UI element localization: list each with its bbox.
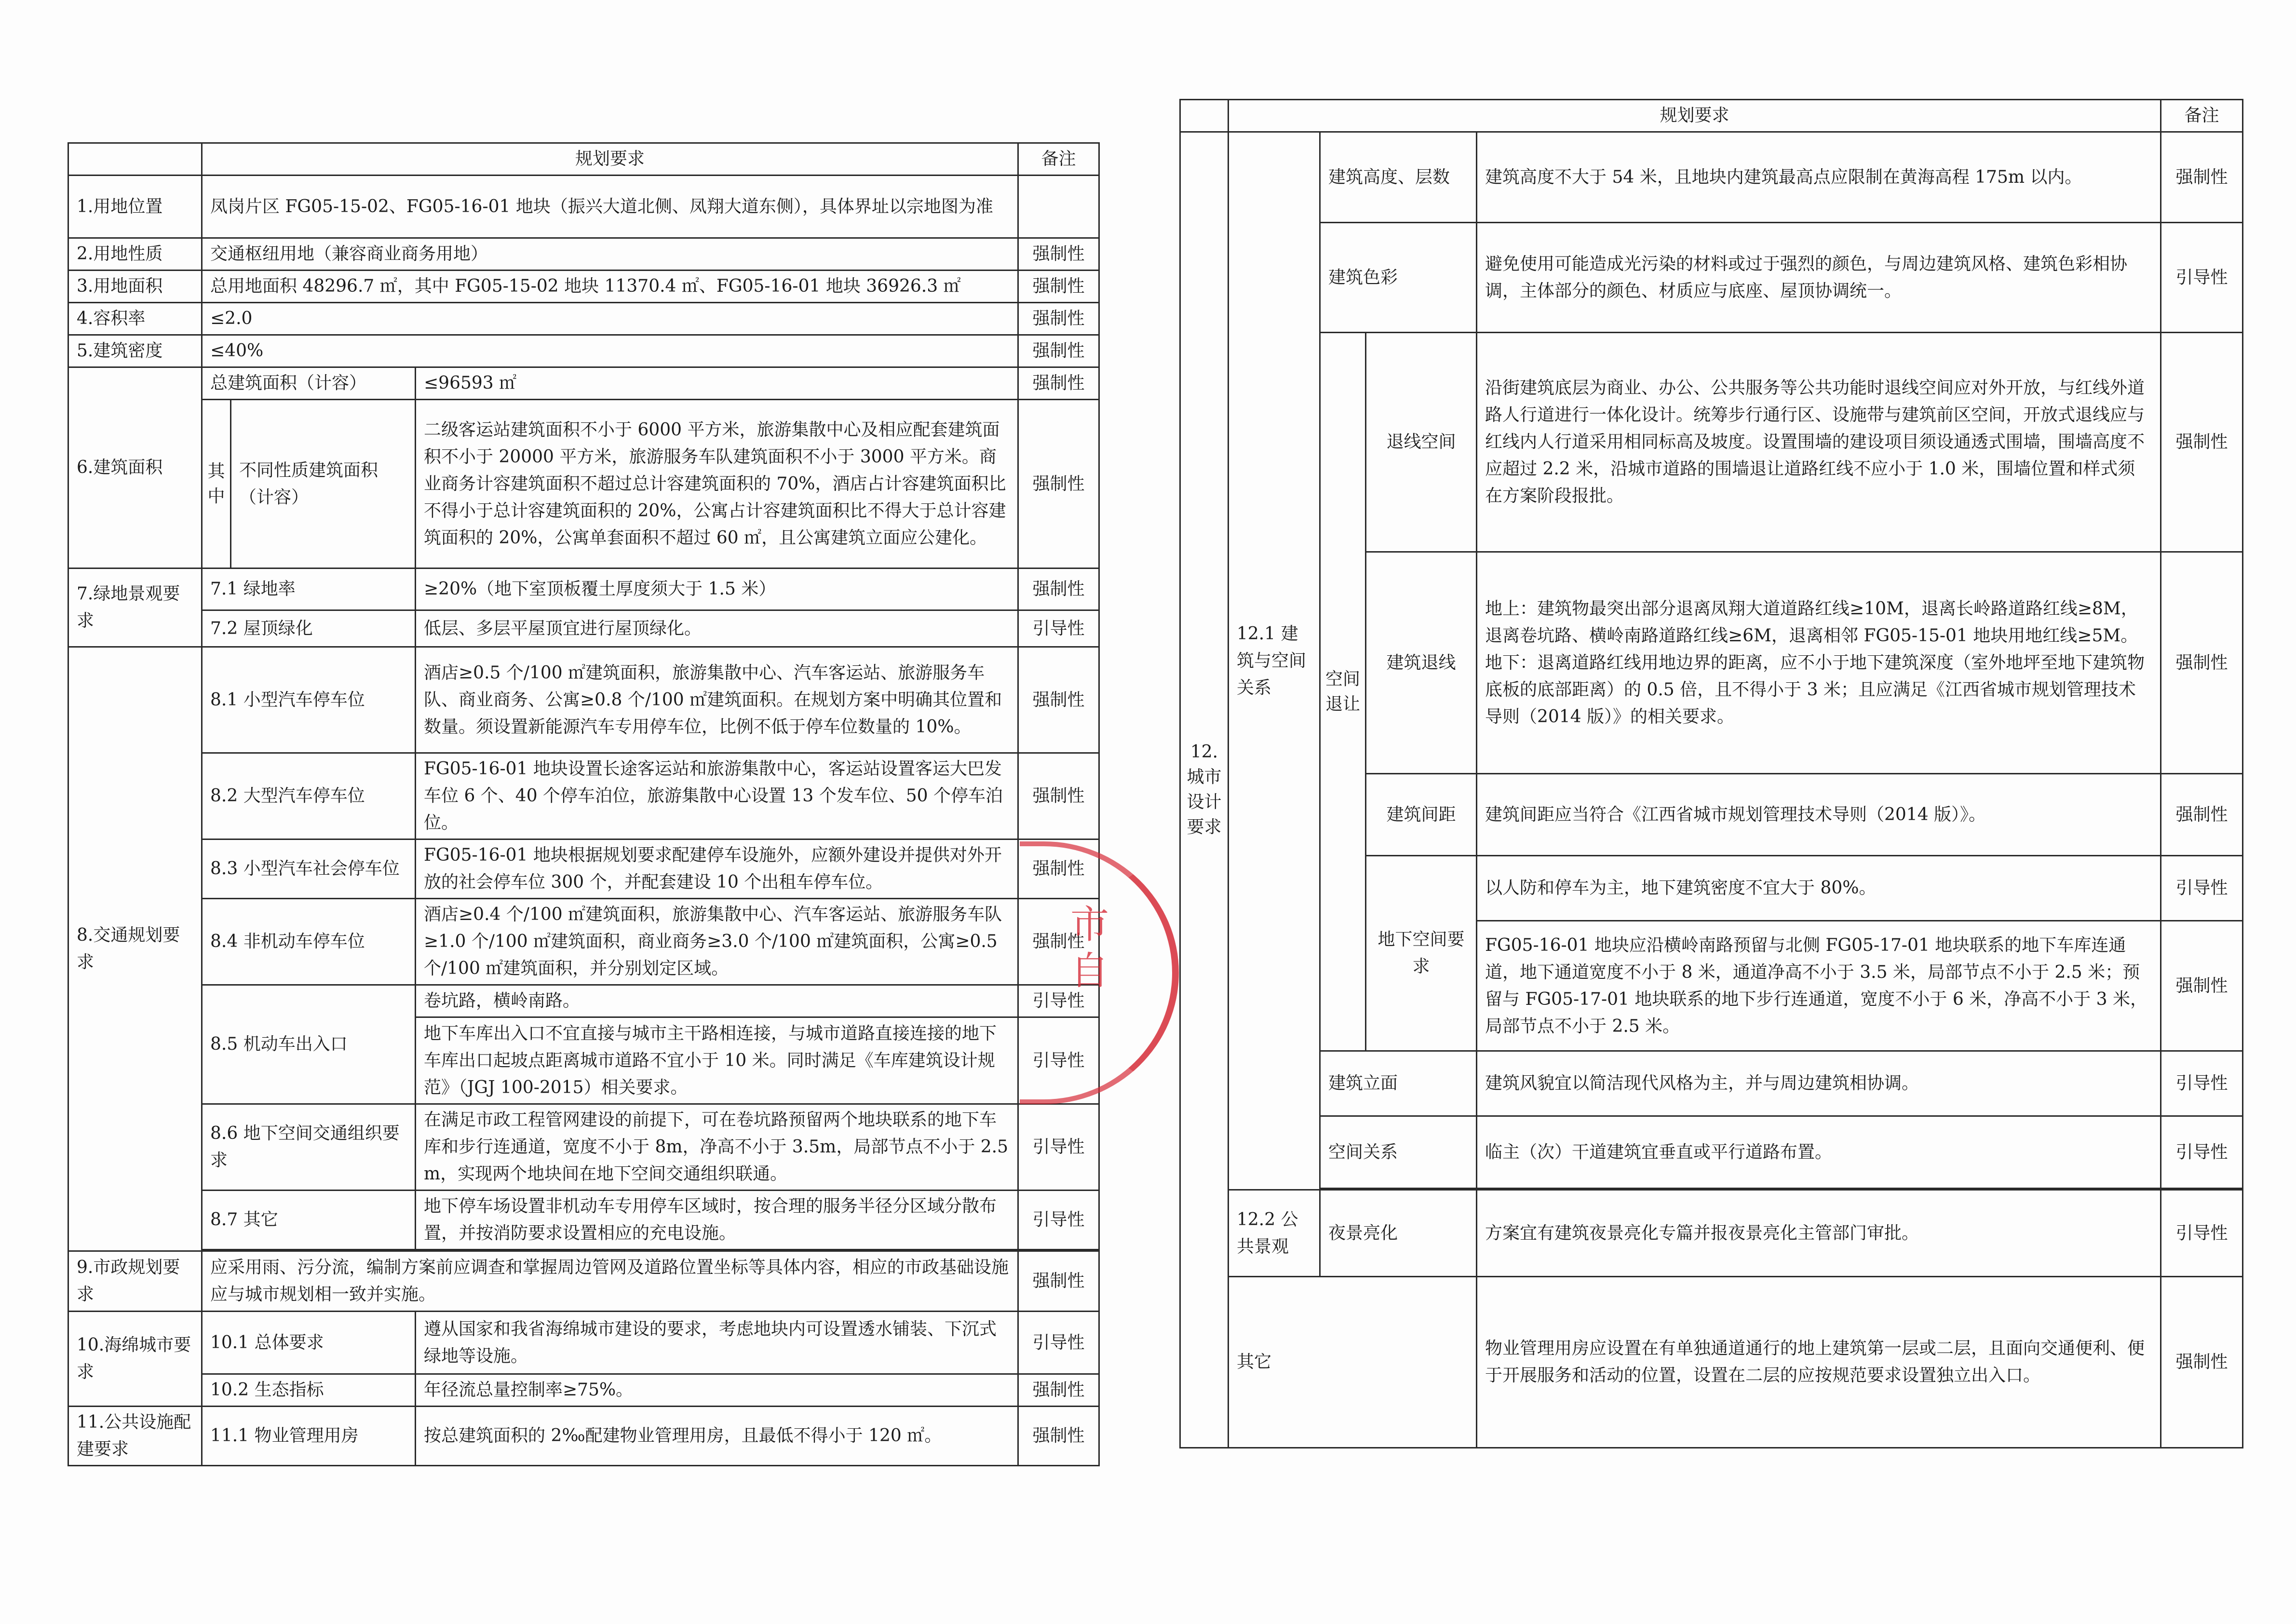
row-facade-label: 建筑立面	[1320, 1051, 1477, 1116]
row-traffic-bus-sub: 8.2 大型汽车停车位	[202, 753, 416, 839]
row-traffic-entrance-text-b: 地下车库出入口不宜直接与城市主干路相连接，与城市道路直接连接的地下车库出口起坡点距离城市道路不宜小于 10 米。同时满足《车库建筑设计规范》（JGJ 100-2015）相关要求。	[416, 1017, 1018, 1104]
row-setback-space-label: 退线空间	[1366, 333, 1477, 552]
building-setback-above: 地上：建筑物最突出部分退离凤翔大道道路红线≥10M，退离长岭路道路红线≥8M，退离卷坑路、横岭南路道路红线≥6M，退离相邻 FG05-15-01 地块用地红线≥5M。	[1485, 598, 2138, 646]
row-far-label: 4.容积率	[68, 303, 202, 335]
row-space-relation-note: 引导性	[2161, 1116, 2243, 1189]
row-floorarea-total-text: ≤96593 ㎡	[416, 367, 1018, 400]
urban-design-label: 12.城市设计要求	[1180, 132, 1229, 1448]
row-density-note: 强制性	[1018, 335, 1099, 367]
row-traffic-car-note: 强制性	[1018, 647, 1099, 753]
row-building-setback-text	[1477, 552, 2161, 774]
row-night-label: 夜景亮化	[1320, 1190, 1477, 1277]
row-sponge-eco-note: 强制性	[1018, 1374, 1099, 1407]
row-traffic-entrance-sub: 8.5 机动车出入口	[202, 985, 416, 1104]
row-traffic-car-sub: 8.1 小型汽车停车位	[202, 647, 416, 753]
row-other-text: 物业管理用房应设置在有单独通道通行的地上建筑第一层或二层，且面向交通便利、便于开展服务和活动的位置，设置在二层的应按规范要求设置独立出入口。	[1477, 1277, 2161, 1448]
row-floorarea-types-sub: 不同性质建筑面积（计容）	[231, 400, 416, 568]
row-traffic-social-text: FG05-16-01 地块根据规划要求配建停车设施外，应额外建设并提供对外开放的社会停车位 300 个，并配套建设 10 个出租车停车位。	[416, 839, 1018, 899]
right-requirements-table	[1179, 99, 2243, 1448]
left-header-requirements: 规划要求	[202, 143, 1018, 176]
row-density-text: ≤40%	[202, 335, 1018, 367]
row-far-note: 强制性	[1018, 303, 1099, 335]
building-setback-below: 地下：退离道路红线用地边界的距离，应不小于地下建筑深度（室外地坪至地下建筑物底板的底部距离）的 0.5 倍，且不得小于 3 米；且应满足《江西省城市规划管理技术导则（2014 版）》的相关要求。	[1485, 652, 2145, 727]
row-green-label: 7.绿地景观要求	[68, 568, 202, 647]
row-traffic-entrance-text-a: 卷坑路，横岭南路。	[416, 985, 1018, 1017]
row-floorarea-label: 6.建筑面积	[68, 367, 202, 568]
row-spacing-label: 建筑间距	[1366, 774, 1477, 856]
row-green-roof-sub: 7.2 屋顶绿化	[202, 610, 416, 647]
row-building-setback-label: 建筑退线	[1366, 552, 1477, 774]
row-municipal-label: 9.市政规划要求	[68, 1251, 202, 1312]
row-green-roof-text: 低层、多层平屋顶宜进行屋顶绿化。	[416, 610, 1018, 647]
row-floorarea-qizhong: 其中	[202, 400, 231, 568]
row-green-rate-sub: 7.1 绿地率	[202, 568, 416, 610]
row-municipal-note: 强制性	[1018, 1251, 1099, 1312]
row-space-relation-text: 临主（次）干道建筑宜垂直或平行道路布置。	[1477, 1116, 2161, 1189]
row-underground-note-a: 引导性	[2161, 856, 2243, 921]
left-header-note: 备注	[1018, 143, 1099, 176]
row-traffic-label: 8.交通规划要求	[68, 647, 202, 1251]
row-floorarea-total-sub: 总建筑面积（计容）	[202, 367, 416, 400]
row-underground-text-b: FG05-16-01 地块应沿横岭南路预留与北侧 FG05-17-01 地块联系的地下车库连通道，地下通道宽度不小于 8 米，通道净高不小于 3.5 米，局部节点不小于 2.5 米；预留与 FG05-17-01 地块联系的地下步行连通道，宽度不小于 6 米，净高不小于 3 米，局部节点不小于 2.5 米。	[1477, 921, 2161, 1051]
row-color-note: 引导性	[2161, 223, 2243, 333]
row-sponge-general-sub: 10.1 总体要求	[202, 1312, 416, 1374]
row-building-setback-note: 强制性	[2161, 552, 2243, 774]
row-traffic-entrance-note-a: 引导性	[1018, 985, 1099, 1017]
row-location-note	[1018, 176, 1099, 238]
row-location-text: 凤岗片区 FG05-15-02、FG05-16-01 地块（振兴大道北侧、凤翔大道东侧），具体界址以宗地图为准	[202, 176, 1018, 238]
row-traffic-social-note: 强制性	[1018, 839, 1099, 899]
row-traffic-bike-text: 酒店≥0.4 个/100 ㎡建筑面积，旅游集散中心、汽车客运站、旅游服务车队≥1.0 个/100 ㎡建筑面积，商业商务≥3.0 个/100 ㎡建筑面积，公寓≥0.5 个/100 ㎡建筑面积，并分别划定区域。	[416, 899, 1018, 985]
row-setback-space-note: 强制性	[2161, 333, 2243, 552]
row-traffic-bus-text: FG05-16-01 地块设置长途客运站和旅游集散中心，客运站设置客运大巴发车位 6 个、40 个停车泊位，旅游集散中心设置 13 个发车位、50 个停车泊位。	[416, 753, 1018, 839]
left-header-blank	[68, 143, 202, 176]
row-traffic-bus-note: 强制性	[1018, 753, 1099, 839]
right-header-note: 备注	[2161, 100, 2243, 132]
row-green-rate-text: ≥20%（地下室顶板覆土厚度须大于 1.5 米）	[416, 568, 1018, 610]
row-area-note: 强制性	[1018, 271, 1099, 303]
row-facility-text: 按总建筑面积的 2‰配建物业管理用房，且最低不得小于 120 ㎡。	[416, 1407, 1018, 1466]
left-requirements-table	[68, 142, 1100, 1466]
row-sponge-general-note: 引导性	[1018, 1312, 1099, 1374]
row-landuse-note: 强制性	[1018, 238, 1099, 271]
row-facility-sub: 11.1 物业管理用房	[202, 1407, 416, 1466]
row-height-label: 建筑高度、层数	[1320, 132, 1477, 223]
group-building-space-label: 12.1 建筑与空间关系	[1229, 132, 1320, 1190]
row-sponge-general-text: 遵从国家和我省海绵城市建设的要求，考虑地块内可设置透水铺装、下沉式绿地等设施。	[416, 1312, 1018, 1374]
row-height-note: 强制性	[2161, 132, 2243, 223]
row-sponge-eco-sub: 10.2 生态指标	[202, 1374, 416, 1407]
row-facade-note: 引导性	[2161, 1051, 2243, 1116]
row-traffic-entrance-note-b: 引导性	[1018, 1017, 1099, 1104]
row-color-label: 建筑色彩	[1320, 223, 1477, 333]
row-night-note: 引导性	[2161, 1190, 2243, 1277]
row-night-text: 方案宜有建筑夜景亮化专篇并报夜景亮化主管部门审批。	[1477, 1190, 2161, 1277]
row-height-text: 建筑高度不大于 54 米，且地块内建筑最高点应限制在黄海高程 175m 以内。	[1477, 132, 2161, 223]
row-floorarea-types-note: 强制性	[1018, 400, 1099, 568]
row-sponge-eco-text: 年径流总量控制率≥75%。	[416, 1374, 1018, 1407]
row-traffic-other-text: 地下停车场设置非机动车专用停车区域时，按合理的服务半径分区域分散布置，并按消防要求设置相应的充电设施。	[416, 1191, 1018, 1250]
row-landuse-label: 2.用地性质	[68, 238, 202, 271]
row-floorarea-types-text: 二级客运站建筑面积不小于 6000 平方米，旅游集散中心及相应配套建筑面积不小于 20000 平方米，旅游服务车队建筑面积不小于 3000 平方米。商业商务计容建筑面积不超过总计容建筑面积的 70%，酒店占计容建筑面积比不得小于总计容建筑面积的 20%，公寓占计容建筑面积比不得大于总计容建筑面积的 20%，公寓单套面积不超过 60 ㎡，且公寓建筑立面应公建化。	[416, 400, 1018, 568]
row-traffic-other-sub: 8.7 其它	[202, 1191, 416, 1250]
row-spacing-text: 建筑间距应当符合《江西省城市规划管理技术导则（2014 版）》。	[1477, 774, 2161, 856]
space-setback-label: 空间退让	[1320, 333, 1366, 1051]
right-header-blank	[1180, 100, 1229, 132]
row-space-relation-label: 空间关系	[1320, 1116, 1477, 1189]
row-color-text: 避免使用可能造成光污染的材料或过于强烈的颜色，与周边建筑风格、建筑色彩相协调，主体部分的颜色、材质应与底座、屋顶协调统一。	[1477, 223, 2161, 333]
row-municipal-text: 应采用雨、污分流，编制方案前应调查和掌握周边管网及道路位置坐标等具体内容，相应的市政基础设施应与城市规划相一致并实施。	[202, 1251, 1018, 1312]
red-seal-text: 市 自	[1070, 902, 1109, 993]
row-far-text: ≤2.0	[202, 303, 1018, 335]
row-traffic-car-text: 酒店≥0.5 个/100 ㎡建筑面积，旅游集散中心、汽车客运站、旅游服务车队、商业商务、公寓≥0.8 个/100 ㎡建筑面积。在规划方案中明确其位置和数量。须设置新能源汽车专用停车位，比例不低于停车位数量的 10%。	[416, 647, 1018, 753]
row-traffic-bike-note: 强制性	[1018, 899, 1099, 985]
row-area-text: 总用地面积 48296.7 ㎡，其中 FG05-15-02 地块 11370.4 ㎡、FG05-16-01 地块 36926.3 ㎡	[202, 271, 1018, 303]
row-facade-text: 建筑风貌宜以简洁现代风格为主，并与周边建筑相协调。	[1477, 1051, 2161, 1116]
row-floorarea-total-note: 强制性	[1018, 367, 1099, 400]
row-other-label: 其它	[1229, 1277, 1477, 1448]
row-setback-space-text: 沿街建筑底层为商业、办公、公共服务等公共功能时退线空间应对外开放，与红线外道路人行道进行一体化设计。统筹步行通行区、设施带与建筑前区空间，开放式退线应与红线内人行道采用相同标高及坡度。设置围墙的建设项目须设通透式围墙，围墙高度不应超过 2.2 米，沿城市道路的围墙退让道路红线不应小于 1.0 米，围墙位置和样式须在方案阶段报批。	[1477, 333, 2161, 552]
row-underground-label: 地下空间要求	[1366, 856, 1477, 1051]
row-sponge-label: 10.海绵城市要求	[68, 1312, 202, 1407]
row-location-label: 1.用地位置	[68, 176, 202, 238]
row-traffic-underground-sub: 8.6 地下空间交通组织要求	[202, 1104, 416, 1191]
row-underground-note-b: 强制性	[2161, 921, 2243, 1051]
row-traffic-underground-note: 引导性	[1018, 1104, 1099, 1191]
group-landscape-label: 12.2 公共景观	[1229, 1190, 1320, 1277]
row-traffic-bike-sub: 8.4 非机动车停车位	[202, 899, 416, 985]
row-traffic-social-sub: 8.3 小型汽车社会停车位	[202, 839, 416, 899]
row-spacing-note: 强制性	[2161, 774, 2243, 856]
row-density-label: 5.建筑密度	[68, 335, 202, 367]
row-other-note: 强制性	[2161, 1277, 2243, 1448]
row-landuse-text: 交通枢纽用地（兼容商业商务用地）	[202, 238, 1018, 271]
row-area-label: 3.用地面积	[68, 271, 202, 303]
right-header-requirements: 规划要求	[1229, 100, 2161, 132]
row-underground-text-a: 以人防和停车为主，地下建筑密度不宜大于 80%。	[1477, 856, 2161, 921]
row-facility-label: 11.公共设施配建要求	[68, 1407, 202, 1466]
row-green-rate-note: 强制性	[1018, 568, 1099, 610]
row-green-roof-note: 引导性	[1018, 610, 1099, 647]
row-traffic-underground-text: 在满足市政工程管网建设的前提下，可在卷坑路预留两个地块联系的地下车库和步行连通道，宽度不小于 8m，净高不小于 3.5m，局部节点不小于 2.5m，实现两个地块间在地下空间交通组织联通。	[416, 1104, 1018, 1191]
row-traffic-other-note: 引导性	[1018, 1191, 1099, 1250]
row-facility-note: 强制性	[1018, 1407, 1099, 1466]
